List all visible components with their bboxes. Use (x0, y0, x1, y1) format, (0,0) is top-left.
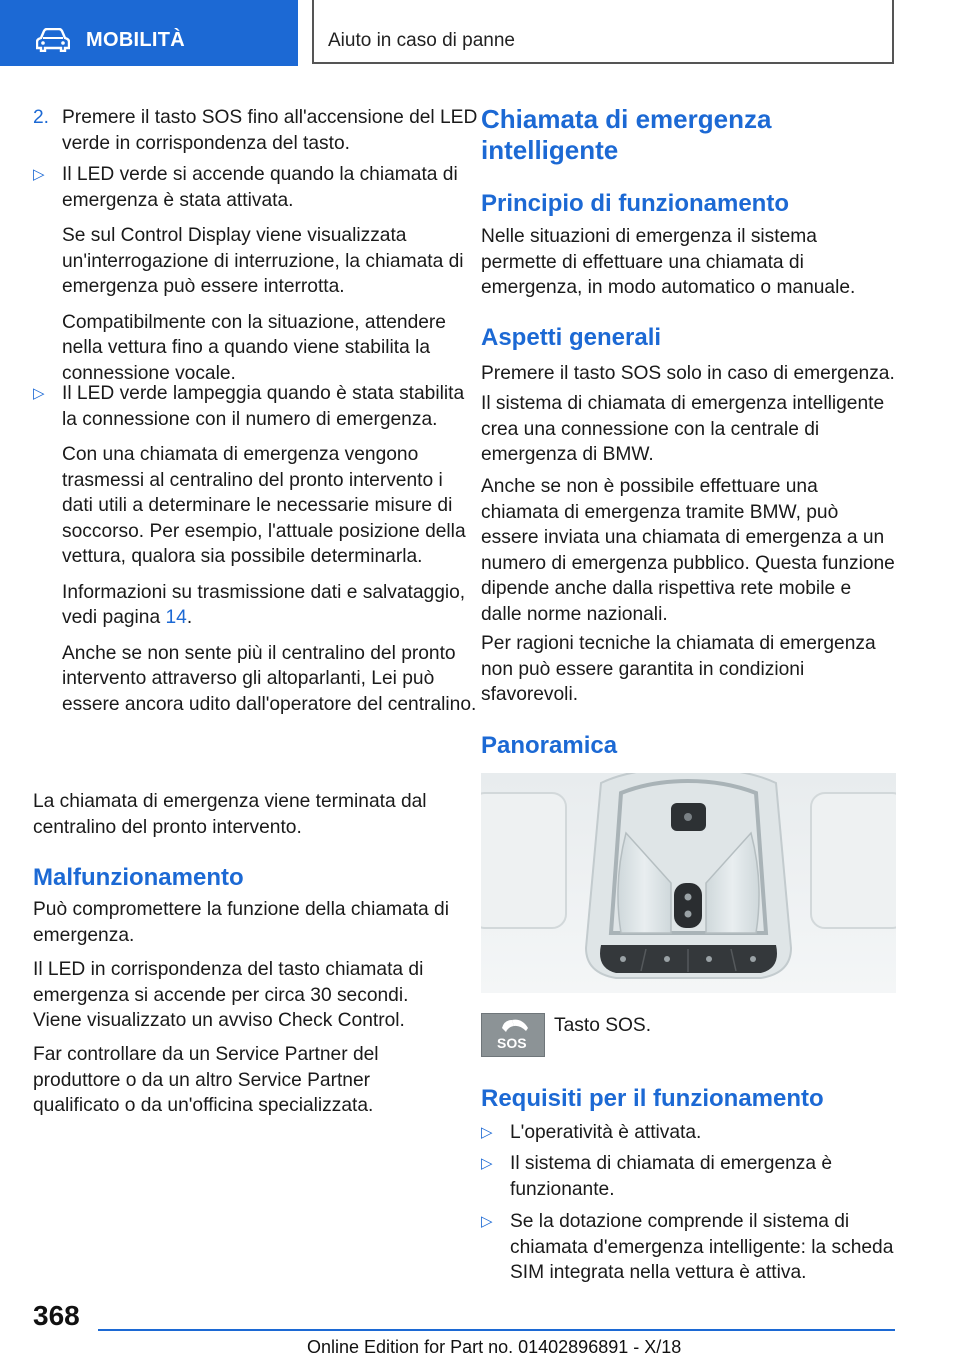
requirement-text: Il sistema di chiamata di emergenza è funzionante. (510, 1153, 833, 1200)
bullet-paragraph: Compatibilmente con la situazione, attendere nella vettura fino a quando viene stabilita la connessione vocale. (62, 311, 446, 384)
bullet-text: Il LED verde si accende quando la chiamata di emergenza è stata attivata. (62, 164, 458, 211)
overhead-console-image (481, 773, 896, 993)
triangle-bullet-icon: ▷ (481, 1213, 493, 1230)
xref-text: Informazioni su trasmissione dati e salvataggio, vedi pagina (62, 581, 466, 628)
section-heading: Panoramica (481, 732, 618, 759)
sos-label: SOS (497, 1035, 527, 1051)
footer-rule (98, 1329, 895, 1331)
section-heading: Malfunzionamento (33, 864, 244, 891)
page-title: Chiamata di emergenza intelligente (481, 104, 772, 165)
bullet-paragraph (62, 580, 478, 631)
section-header (312, 0, 894, 64)
paragraph: Nelle situazioni di emergenza il sistema permette di effettuare una chiamata di emergenza, in modo automatico o manuale. (481, 226, 856, 298)
chapter-label: MOBILITÀ (86, 29, 186, 51)
car-icon (36, 28, 70, 52)
section-title: Aiuto in caso di panne (328, 30, 515, 51)
chapter-tab[interactable] (0, 0, 298, 66)
page-link[interactable]: 14 (165, 607, 187, 628)
paragraph: Può compromettere la funzione della chiamata di emergenza. (33, 899, 449, 946)
bullet-paragraph: Anche se non sente più il centralino del pronto intervento attraverso gli altoparlanti, Lei può essere ancora udito dall'operatore del centralino. (62, 642, 477, 715)
requirement-item (481, 1151, 925, 1202)
bullet-paragraph: Con una chiamata di emergenza vengono trasmessi al centralino del pronto intervento i dati utili a determinare le necessarie misure di soccorso. Per esempio, l'attuale posizione della vettura, qualora sia possibile determinarla. (62, 444, 466, 567)
paragraph: Premere il tasto SOS solo in caso di emergenza. (481, 363, 895, 384)
step-number: 2. (33, 107, 50, 128)
page-number: 368 (33, 1300, 80, 1331)
requirement-item (481, 1209, 925, 1286)
paragraph: La chiamata di emergenza viene terminata dal centralino del pronto intervento. (33, 791, 427, 838)
bullet-text: Il LED verde lampeggia quando è stata stabilita la connessione con il numero di emergenza. (62, 383, 465, 430)
paragraph: Far controllare da un Service Partner del produttore o da un altro Service Partner qualificato o da un'officina specializzata. (33, 1044, 379, 1116)
section-heading: Aspetti generali (481, 324, 662, 351)
xref-end: . (186, 607, 193, 628)
requirement-item (481, 1120, 925, 1146)
requirement-text: L'operatività è attivata. (510, 1122, 702, 1143)
triangle-bullet-icon: ▷ (33, 166, 45, 183)
section-heading: Principio di funzionamento (481, 190, 789, 217)
section-heading: Requisiti per il funzionamento (481, 1085, 824, 1112)
image-caption: Tasto SOS. (554, 1015, 652, 1036)
paragraph: Il sistema di chiamata di emergenza intelligente crea una connessione con la centrale di emergenza di BMW. (481, 393, 885, 465)
bullet-paragraph: Se sul Control Display viene visualizzata un'interrogazione di interruzione, la chiamata di emergenza può essere interrotta. (62, 225, 464, 297)
paragraph: Anche se non è possibile effettuare una chiamata di emergenza tramite BMW, può essere inviata una chiamata di emergenza a un numero di emergenza pubblico. Questa funzione dipende anche dalla rispettiva rete mobile e dalle norme nazionali. (481, 476, 895, 625)
result-bullet-2 (33, 381, 478, 717)
page-header (0, 0, 960, 66)
triangle-bullet-icon: ▷ (33, 385, 45, 402)
paragraph: Per ragioni tecniche la chiamata di emergenza non può essere garantita in condizioni sfavorevoli. (481, 633, 876, 705)
result-bullet-1 (33, 162, 478, 386)
edition-footer: Online Edition for Part no. 01402896891 - X/18 (307, 1337, 682, 1357)
step-text: Premere il tasto SOS fino all'accensione del LED verde in corrispondenza del tasto. (62, 107, 478, 154)
triangle-bullet-icon: ▷ (481, 1155, 493, 1172)
requirement-text: Se la dotazione comprende il sistema di chiamata d'emergenza intelligente: la scheda SIM integrata nella vettura è attiva. (510, 1211, 894, 1283)
paragraph: Il LED in corrispondenza del tasto chiamata di emergenza si accende per circa 30 secondi. Viene visualizzato un avviso Check Control. (33, 959, 424, 1031)
step-2 (33, 105, 478, 156)
sos-button-symbol (481, 1013, 545, 1057)
triangle-bullet-icon: ▷ (481, 1124, 493, 1141)
